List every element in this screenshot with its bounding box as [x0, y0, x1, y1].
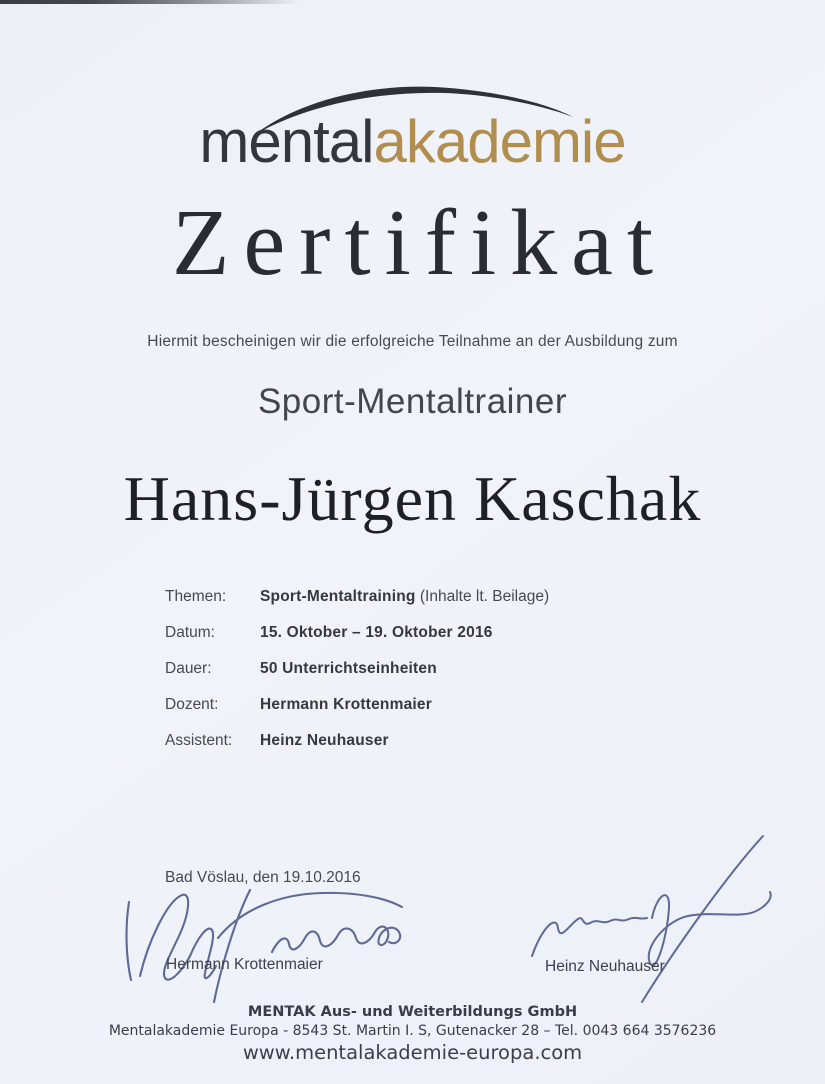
footer-address: Mentalakademie Europa - 8543 St. Martin I. S, Gutenacker 28 – Tel. 0043 664 3576236 — [108, 1023, 717, 1039]
detail-value: 15. Oktober – 19. Oktober 2016 — [260, 624, 493, 641]
detail-value: 50 Unterrichtseinheiten — [260, 660, 437, 677]
recipient-name: Hans-Jürgen Kaschak — [123, 463, 702, 534]
signature-hermann-krottenmaier-icon — [122, 880, 414, 1008]
place-date: Bad Vöslau, den 19.10.2016 — [165, 869, 361, 886]
footer — [0, 1003, 825, 1066]
detail-label: Dauer: — [165, 660, 212, 677]
signature-heinz-neuhauser-icon — [516, 832, 798, 1004]
course-title: Sport-Mentaltrainer — [257, 382, 568, 421]
detail-label: Themen: — [165, 588, 227, 605]
detail-row-themen — [165, 588, 685, 624]
logo-text-mental: mental — [199, 108, 374, 175]
detail-row-assistent — [165, 732, 685, 768]
detail-value: Sport-Mentaltraining — [260, 588, 416, 605]
detail-value: Hermann Krottenmaier — [260, 696, 432, 713]
detail-note: (Inhalte lt. Beilage) — [415, 588, 550, 605]
detail-row-dozent — [165, 696, 685, 732]
detail-value: Heinz Neuhauser — [260, 732, 389, 749]
details-list — [165, 588, 685, 768]
signatory-name-left: Hermann Krottenmaier — [166, 956, 323, 973]
detail-label: Assistent: — [165, 732, 233, 749]
footer-company: MENTAK Aus- und Weiterbildungs GmbH — [247, 1004, 578, 1020]
detail-label: Datum: — [165, 624, 215, 641]
logo-text-akademie: akademie — [373, 108, 626, 175]
detail-label: Dozent: — [165, 696, 219, 713]
footer-website: www.mentalakademie-europa.com — [242, 1041, 583, 1064]
signatory-name-right: Heinz Neuhauser — [545, 958, 665, 975]
detail-row-datum — [165, 624, 685, 660]
detail-row-dauer — [165, 660, 685, 696]
intro-text: Hiermit bescheinigen wir die erfolgreiche Teilnahme an der Ausbildung zum — [147, 333, 678, 350]
certificate-title: Zertifikat — [172, 191, 667, 295]
logo — [0, 108, 825, 175]
scan-artifact — [0, 0, 300, 4]
